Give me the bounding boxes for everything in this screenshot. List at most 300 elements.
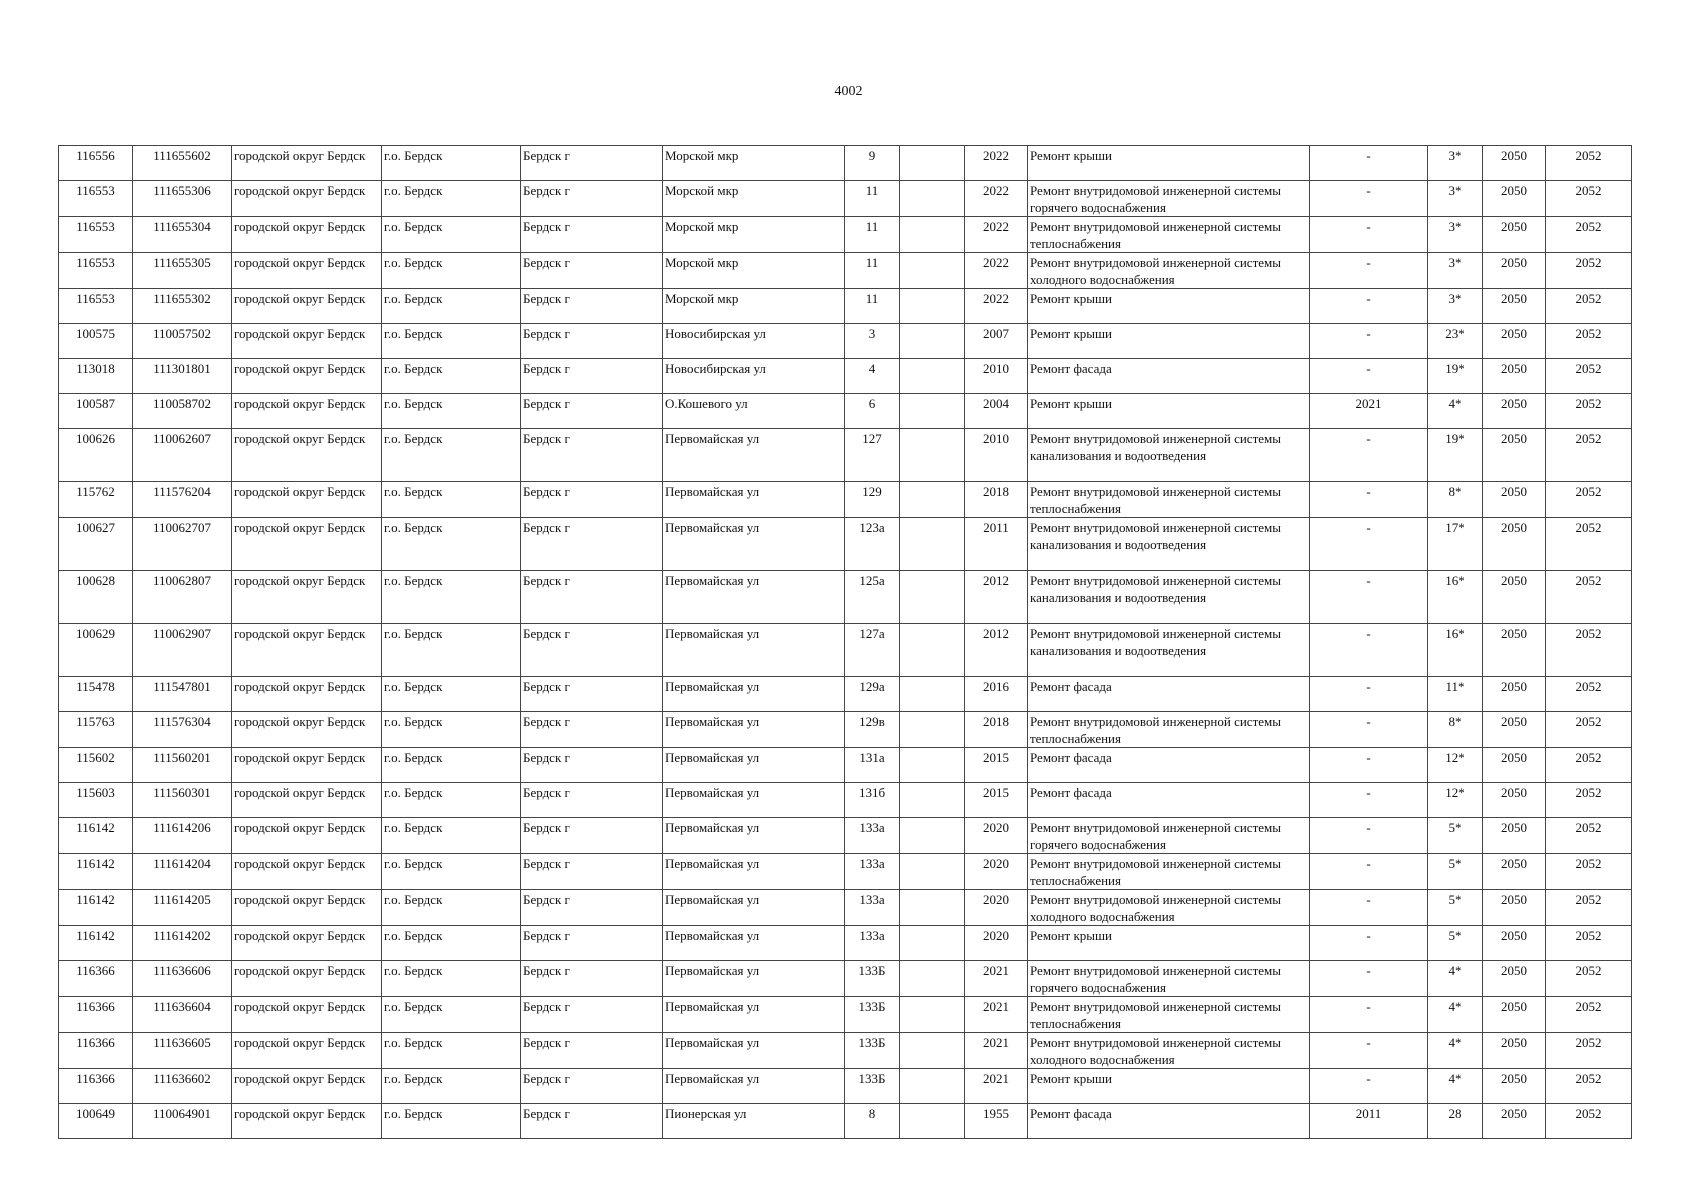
cell-record-id: 116553 — [59, 181, 133, 217]
cell-house-number: 133а — [845, 890, 900, 926]
cell-house-number: 3 — [845, 324, 900, 359]
cell-last-repair-year: - — [1310, 1033, 1428, 1069]
cell-wear-percent: 5* — [1428, 854, 1483, 890]
cell-period-end: 2052 — [1546, 1033, 1632, 1069]
cell-wear-percent: 5* — [1428, 890, 1483, 926]
cell-street: Морской мкр — [663, 253, 845, 289]
cell-last-repair-year: - — [1310, 429, 1428, 482]
cell-work-type: Ремонт внутридомовой инженерной системы теплоснабжения — [1028, 712, 1310, 748]
cell-period-end: 2052 — [1546, 926, 1632, 961]
cell-settlement: г.о. Бердск — [382, 783, 521, 818]
cell-street: Первомайская ул — [663, 890, 845, 926]
cell-wear-percent: 8* — [1428, 482, 1483, 518]
cell-locality: Бердск г — [521, 1033, 663, 1069]
cell-object-code: 110057502 — [133, 324, 232, 359]
cell-last-repair-year: 2021 — [1310, 394, 1428, 429]
cell-year-built: 2018 — [965, 712, 1028, 748]
table-row — [59, 217, 1632, 253]
cell-work-type: Ремонт фасада — [1028, 783, 1310, 818]
cell-period-start: 2050 — [1483, 783, 1546, 818]
cell-locality: Бердск г — [521, 997, 663, 1033]
cell-street: Пионерская ул — [663, 1104, 845, 1139]
cell-house-number: 129в — [845, 712, 900, 748]
cell-locality: Бердск г — [521, 289, 663, 324]
cell-work-type: Ремонт внутридомовой инженерной системы канализования и водоотведения — [1028, 518, 1310, 571]
cell-year-built: 2022 — [965, 289, 1028, 324]
cell-wear-percent: 23* — [1428, 324, 1483, 359]
cell-year-built: 2020 — [965, 854, 1028, 890]
cell-street: Первомайская ул — [663, 518, 845, 571]
table-row — [59, 253, 1632, 289]
cell-year-built: 2015 — [965, 748, 1028, 783]
cell-period-start: 2050 — [1483, 854, 1546, 890]
cell-building — [900, 324, 965, 359]
cell-building — [900, 783, 965, 818]
cell-building — [900, 997, 965, 1033]
cell-house-number: 129а — [845, 677, 900, 712]
cell-work-type: Ремонт фасада — [1028, 677, 1310, 712]
cell-period-start: 2050 — [1483, 482, 1546, 518]
table-row — [59, 571, 1632, 624]
cell-last-repair-year: - — [1310, 783, 1428, 818]
cell-wear-percent: 4* — [1428, 1069, 1483, 1104]
cell-record-id: 116553 — [59, 217, 133, 253]
cell-street: Первомайская ул — [663, 624, 845, 677]
cell-record-id: 116556 — [59, 146, 133, 181]
cell-object-code: 111614205 — [133, 890, 232, 926]
cell-period-start: 2050 — [1483, 712, 1546, 748]
cell-street: Первомайская ул — [663, 429, 845, 482]
cell-wear-percent: 5* — [1428, 818, 1483, 854]
cell-wear-percent: 19* — [1428, 359, 1483, 394]
cell-municipal-district: городской округ Бердск — [232, 677, 382, 712]
table-row — [59, 181, 1632, 217]
cell-municipal-district: городской округ Бердск — [232, 359, 382, 394]
cell-record-id: 116366 — [59, 961, 133, 997]
cell-last-repair-year: - — [1310, 926, 1428, 961]
cell-street: Морской мкр — [663, 289, 845, 324]
cell-locality: Бердск г — [521, 926, 663, 961]
cell-building — [900, 748, 965, 783]
cell-year-built: 2012 — [965, 571, 1028, 624]
cell-wear-percent: 19* — [1428, 429, 1483, 482]
cell-record-id: 113018 — [59, 359, 133, 394]
cell-wear-percent: 3* — [1428, 217, 1483, 253]
cell-work-type: Ремонт внутридомовой инженерной системы холодного водоснабжения — [1028, 890, 1310, 926]
cell-street: Первомайская ул — [663, 571, 845, 624]
cell-work-type: Ремонт внутридомовой инженерной системы теплоснабжения — [1028, 482, 1310, 518]
cell-object-code: 111614206 — [133, 818, 232, 854]
cell-work-type: Ремонт внутридомовой инженерной системы канализования и водоотведения — [1028, 429, 1310, 482]
cell-house-number: 133а — [845, 854, 900, 890]
cell-house-number: 127а — [845, 624, 900, 677]
cell-wear-percent: 3* — [1428, 289, 1483, 324]
cell-work-type: Ремонт внутридомовой инженерной системы горячего водоснабжения — [1028, 961, 1310, 997]
cell-settlement: г.о. Бердск — [382, 1069, 521, 1104]
cell-locality: Бердск г — [521, 677, 663, 712]
cell-work-type: Ремонт фасада — [1028, 359, 1310, 394]
cell-year-built: 2021 — [965, 961, 1028, 997]
cell-last-repair-year: - — [1310, 818, 1428, 854]
cell-house-number: 4 — [845, 359, 900, 394]
cell-house-number: 131а — [845, 748, 900, 783]
cell-house-number: 133Б — [845, 961, 900, 997]
cell-settlement: г.о. Бердск — [382, 961, 521, 997]
cell-period-end: 2052 — [1546, 518, 1632, 571]
cell-work-type: Ремонт внутридомовой инженерной системы горячего водоснабжения — [1028, 818, 1310, 854]
table-row — [59, 1033, 1632, 1069]
cell-street: Первомайская ул — [663, 1033, 845, 1069]
cell-building — [900, 926, 965, 961]
cell-house-number: 133а — [845, 818, 900, 854]
cell-object-code: 111614202 — [133, 926, 232, 961]
cell-street: Первомайская ул — [663, 677, 845, 712]
cell-period-start: 2050 — [1483, 1104, 1546, 1139]
table-row — [59, 712, 1632, 748]
cell-object-code: 111636604 — [133, 997, 232, 1033]
cell-last-repair-year: - — [1310, 482, 1428, 518]
cell-building — [900, 146, 965, 181]
cell-wear-percent: 5* — [1428, 926, 1483, 961]
cell-period-end: 2052 — [1546, 818, 1632, 854]
cell-building — [900, 359, 965, 394]
cell-settlement: г.о. Бердск — [382, 394, 521, 429]
cell-municipal-district: городской округ Бердск — [232, 217, 382, 253]
cell-last-repair-year: - — [1310, 324, 1428, 359]
cell-municipal-district: городской округ Бердск — [232, 482, 382, 518]
cell-house-number: 8 — [845, 1104, 900, 1139]
cell-municipal-district: городской округ Бердск — [232, 429, 382, 482]
cell-wear-percent: 11* — [1428, 677, 1483, 712]
table-row — [59, 1069, 1632, 1104]
cell-work-type: Ремонт внутридомовой инженерной системы канализования и водоотведения — [1028, 571, 1310, 624]
cell-street: Первомайская ул — [663, 926, 845, 961]
cell-object-code: 111636602 — [133, 1069, 232, 1104]
cell-record-id: 116366 — [59, 1069, 133, 1104]
table-row — [59, 783, 1632, 818]
cell-period-start: 2050 — [1483, 429, 1546, 482]
cell-period-end: 2052 — [1546, 1069, 1632, 1104]
cell-wear-percent: 4* — [1428, 961, 1483, 997]
cell-municipal-district: городской округ Бердск — [232, 748, 382, 783]
cell-last-repair-year: - — [1310, 961, 1428, 997]
cell-municipal-district: городской округ Бердск — [232, 324, 382, 359]
table-row — [59, 482, 1632, 518]
cell-record-id: 100627 — [59, 518, 133, 571]
cell-period-end: 2052 — [1546, 571, 1632, 624]
table-row — [59, 324, 1632, 359]
table-row — [59, 926, 1632, 961]
cell-last-repair-year: - — [1310, 854, 1428, 890]
cell-locality: Бердск г — [521, 748, 663, 783]
cell-period-start: 2050 — [1483, 146, 1546, 181]
cell-object-code: 111655306 — [133, 181, 232, 217]
cell-last-repair-year: - — [1310, 289, 1428, 324]
cell-house-number: 123а — [845, 518, 900, 571]
cell-settlement: г.о. Бердск — [382, 1033, 521, 1069]
table-row — [59, 1104, 1632, 1139]
cell-settlement: г.о. Бердск — [382, 571, 521, 624]
cell-period-start: 2050 — [1483, 624, 1546, 677]
cell-period-start: 2050 — [1483, 890, 1546, 926]
cell-period-end: 2052 — [1546, 146, 1632, 181]
cell-municipal-district: городской округ Бердск — [232, 997, 382, 1033]
cell-municipal-district: городской округ Бердск — [232, 253, 382, 289]
cell-building — [900, 518, 965, 571]
cell-locality: Бердск г — [521, 783, 663, 818]
cell-period-end: 2052 — [1546, 253, 1632, 289]
cell-settlement: г.о. Бердск — [382, 289, 521, 324]
cell-municipal-district: городской округ Бердск — [232, 1033, 382, 1069]
cell-building — [900, 677, 965, 712]
cell-year-built: 2015 — [965, 783, 1028, 818]
cell-object-code: 111301801 — [133, 359, 232, 394]
cell-building — [900, 890, 965, 926]
cell-house-number: 11 — [845, 217, 900, 253]
cell-street: Первомайская ул — [663, 783, 845, 818]
cell-year-built: 2010 — [965, 359, 1028, 394]
cell-period-end: 2052 — [1546, 394, 1632, 429]
cell-last-repair-year: - — [1310, 1069, 1428, 1104]
cell-year-built: 2020 — [965, 926, 1028, 961]
cell-settlement: г.о. Бердск — [382, 359, 521, 394]
cell-year-built: 2021 — [965, 1069, 1028, 1104]
cell-settlement: г.о. Бердск — [382, 518, 521, 571]
cell-period-start: 2050 — [1483, 518, 1546, 571]
cell-wear-percent: 16* — [1428, 624, 1483, 677]
cell-record-id: 116142 — [59, 926, 133, 961]
cell-object-code: 111560301 — [133, 783, 232, 818]
cell-object-code: 111655305 — [133, 253, 232, 289]
cell-locality: Бердск г — [521, 890, 663, 926]
cell-period-end: 2052 — [1546, 997, 1632, 1033]
cell-period-end: 2052 — [1546, 217, 1632, 253]
cell-settlement: г.о. Бердск — [382, 854, 521, 890]
cell-object-code: 110062807 — [133, 571, 232, 624]
cell-work-type: Ремонт внутридомовой инженерной системы холодного водоснабжения — [1028, 1033, 1310, 1069]
cell-building — [900, 181, 965, 217]
cell-settlement: г.о. Бердск — [382, 818, 521, 854]
cell-year-built: 2021 — [965, 1033, 1028, 1069]
cell-last-repair-year: - — [1310, 624, 1428, 677]
cell-street: Первомайская ул — [663, 854, 845, 890]
cell-period-start: 2050 — [1483, 961, 1546, 997]
cell-year-built: 2021 — [965, 997, 1028, 1033]
cell-locality: Бердск г — [521, 1069, 663, 1104]
cell-wear-percent: 28 — [1428, 1104, 1483, 1139]
cell-period-end: 2052 — [1546, 890, 1632, 926]
cell-period-start: 2050 — [1483, 571, 1546, 624]
cell-period-start: 2050 — [1483, 1033, 1546, 1069]
cell-municipal-district: городской округ Бердск — [232, 926, 382, 961]
table-row — [59, 748, 1632, 783]
cell-object-code: 111576304 — [133, 712, 232, 748]
cell-locality: Бердск г — [521, 394, 663, 429]
table-row — [59, 677, 1632, 712]
table-row — [59, 289, 1632, 324]
cell-work-type: Ремонт фасада — [1028, 748, 1310, 783]
cell-municipal-district: городской округ Бердск — [232, 146, 382, 181]
cell-house-number: 133Б — [845, 997, 900, 1033]
cell-object-code: 110058702 — [133, 394, 232, 429]
cell-building — [900, 624, 965, 677]
cell-locality: Бердск г — [521, 518, 663, 571]
cell-record-id: 115603 — [59, 783, 133, 818]
cell-wear-percent: 4* — [1428, 394, 1483, 429]
cell-object-code: 111636605 — [133, 1033, 232, 1069]
cell-period-start: 2050 — [1483, 324, 1546, 359]
cell-period-end: 2052 — [1546, 712, 1632, 748]
cell-locality: Бердск г — [521, 624, 663, 677]
cell-object-code: 111655304 — [133, 217, 232, 253]
cell-period-end: 2052 — [1546, 181, 1632, 217]
cell-work-type: Ремонт внутридомовой инженерной системы канализования и водоотведения — [1028, 624, 1310, 677]
cell-street: Первомайская ул — [663, 997, 845, 1033]
cell-settlement: г.о. Бердск — [382, 146, 521, 181]
cell-street: Первомайская ул — [663, 748, 845, 783]
cell-last-repair-year: - — [1310, 677, 1428, 712]
cell-building — [900, 394, 965, 429]
cell-house-number: 127 — [845, 429, 900, 482]
cell-record-id: 116553 — [59, 253, 133, 289]
registry-table — [58, 145, 1632, 1139]
cell-record-id: 116366 — [59, 997, 133, 1033]
cell-object-code: 110062707 — [133, 518, 232, 571]
cell-year-built: 2022 — [965, 146, 1028, 181]
cell-municipal-district: городской округ Бердск — [232, 624, 382, 677]
cell-year-built: 2022 — [965, 217, 1028, 253]
cell-building — [900, 712, 965, 748]
cell-locality: Бердск г — [521, 482, 663, 518]
cell-year-built: 2007 — [965, 324, 1028, 359]
cell-house-number: 11 — [845, 181, 900, 217]
cell-building — [900, 818, 965, 854]
cell-wear-percent: 4* — [1428, 997, 1483, 1033]
cell-locality: Бердск г — [521, 217, 663, 253]
cell-object-code: 110062907 — [133, 624, 232, 677]
cell-period-end: 2052 — [1546, 961, 1632, 997]
cell-last-repair-year: - — [1310, 518, 1428, 571]
cell-locality: Бердск г — [521, 961, 663, 997]
cell-settlement: г.о. Бердск — [382, 890, 521, 926]
cell-settlement: г.о. Бердск — [382, 429, 521, 482]
cell-period-end: 2052 — [1546, 289, 1632, 324]
cell-building — [900, 1069, 965, 1104]
cell-municipal-district: городской округ Бердск — [232, 783, 382, 818]
cell-period-start: 2050 — [1483, 748, 1546, 783]
cell-object-code: 111614204 — [133, 854, 232, 890]
cell-period-end: 2052 — [1546, 359, 1632, 394]
cell-record-id: 100629 — [59, 624, 133, 677]
cell-municipal-district: городской округ Бердск — [232, 1104, 382, 1139]
cell-record-id: 116142 — [59, 854, 133, 890]
cell-record-id: 116142 — [59, 818, 133, 854]
cell-building — [900, 1033, 965, 1069]
cell-year-built: 2020 — [965, 818, 1028, 854]
cell-wear-percent: 8* — [1428, 712, 1483, 748]
cell-building — [900, 854, 965, 890]
table-row — [59, 359, 1632, 394]
cell-settlement: г.о. Бердск — [382, 748, 521, 783]
cell-locality: Бердск г — [521, 181, 663, 217]
cell-period-start: 2050 — [1483, 394, 1546, 429]
cell-municipal-district: городской округ Бердск — [232, 712, 382, 748]
cell-record-id: 116366 — [59, 1033, 133, 1069]
cell-period-end: 2052 — [1546, 324, 1632, 359]
cell-wear-percent: 4* — [1428, 1033, 1483, 1069]
cell-object-code: 110064901 — [133, 1104, 232, 1139]
cell-building — [900, 1104, 965, 1139]
cell-house-number: 129 — [845, 482, 900, 518]
cell-wear-percent: 16* — [1428, 571, 1483, 624]
cell-municipal-district: городской округ Бердск — [232, 518, 382, 571]
table-row — [59, 818, 1632, 854]
cell-work-type: Ремонт фасада — [1028, 1104, 1310, 1139]
cell-house-number: 9 — [845, 146, 900, 181]
cell-settlement: г.о. Бердск — [382, 217, 521, 253]
cell-last-repair-year: - — [1310, 890, 1428, 926]
cell-year-built: 2022 — [965, 181, 1028, 217]
cell-last-repair-year: - — [1310, 359, 1428, 394]
cell-house-number: 133Б — [845, 1069, 900, 1104]
cell-settlement: г.о. Бердск — [382, 253, 521, 289]
table-row — [59, 890, 1632, 926]
cell-period-start: 2050 — [1483, 1069, 1546, 1104]
cell-house-number: 131б — [845, 783, 900, 818]
cell-work-type: Ремонт внутридомовой инженерной системы горячего водоснабжения — [1028, 181, 1310, 217]
cell-work-type: Ремонт крыши — [1028, 289, 1310, 324]
cell-year-built: 2018 — [965, 482, 1028, 518]
cell-work-type: Ремонт крыши — [1028, 324, 1310, 359]
cell-municipal-district: городской округ Бердск — [232, 571, 382, 624]
cell-settlement: г.о. Бердск — [382, 1104, 521, 1139]
cell-house-number: 125а — [845, 571, 900, 624]
cell-locality: Бердск г — [521, 253, 663, 289]
cell-period-start: 2050 — [1483, 181, 1546, 217]
cell-locality: Бердск г — [521, 1104, 663, 1139]
cell-settlement: г.о. Бердск — [382, 482, 521, 518]
cell-street: Первомайская ул — [663, 818, 845, 854]
cell-locality: Бердск г — [521, 324, 663, 359]
cell-municipal-district: городской округ Бердск — [232, 181, 382, 217]
cell-last-repair-year: - — [1310, 571, 1428, 624]
cell-street: Первомайская ул — [663, 1069, 845, 1104]
cell-record-id: 100649 — [59, 1104, 133, 1139]
cell-municipal-district: городской округ Бердск — [232, 394, 382, 429]
cell-object-code: 111547801 — [133, 677, 232, 712]
cell-year-built: 2020 — [965, 890, 1028, 926]
cell-building — [900, 253, 965, 289]
cell-settlement: г.о. Бердск — [382, 997, 521, 1033]
cell-year-built: 2012 — [965, 624, 1028, 677]
cell-period-start: 2050 — [1483, 818, 1546, 854]
cell-record-id: 116553 — [59, 289, 133, 324]
cell-municipal-district: городской округ Бердск — [232, 1069, 382, 1104]
cell-municipal-district: городской округ Бердск — [232, 818, 382, 854]
cell-street: Первомайская ул — [663, 961, 845, 997]
cell-settlement: г.о. Бердск — [382, 926, 521, 961]
cell-building — [900, 217, 965, 253]
cell-last-repair-year: - — [1310, 253, 1428, 289]
cell-building — [900, 571, 965, 624]
cell-record-id: 115478 — [59, 677, 133, 712]
cell-year-built: 2010 — [965, 429, 1028, 482]
cell-work-type: Ремонт крыши — [1028, 926, 1310, 961]
cell-work-type: Ремонт внутридомовой инженерной системы холодного водоснабжения — [1028, 253, 1310, 289]
cell-street: Морской мкр — [663, 146, 845, 181]
cell-period-end: 2052 — [1546, 1104, 1632, 1139]
cell-object-code: 111636606 — [133, 961, 232, 997]
